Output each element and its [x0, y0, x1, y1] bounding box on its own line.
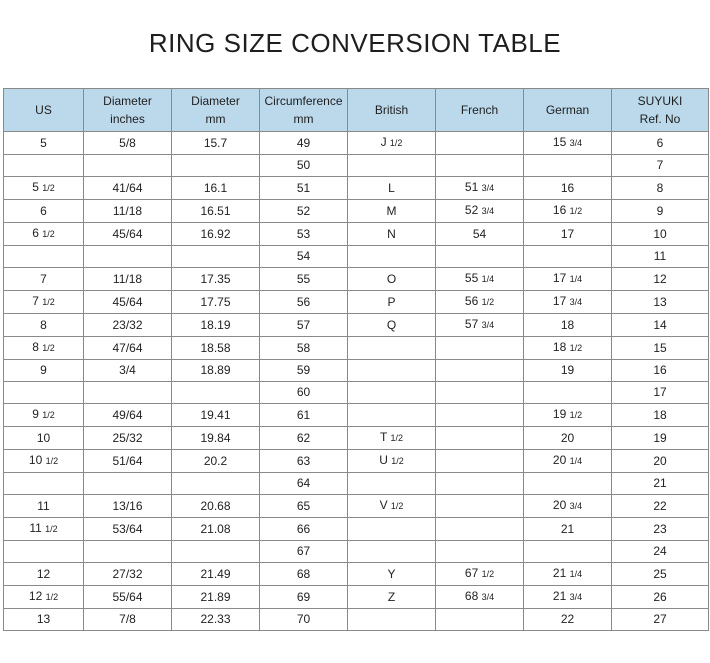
table-body [4, 132, 709, 631]
cell-fraction-part: 1/2 [45, 456, 59, 466]
cell-german [524, 541, 612, 563]
cell-suyuki-ref-no: 23 [612, 518, 709, 541]
table-row [4, 382, 709, 404]
cell-whole-part: 52 [464, 203, 482, 217]
cell-french [436, 337, 524, 360]
cell-fraction-part: 1/2 [569, 343, 583, 353]
cell-circumference-mm: 53 [260, 223, 348, 246]
cell-fraction-part: 1/4 [481, 274, 495, 284]
cell-suyuki-ref-no: 16 [612, 360, 709, 382]
cell-us [4, 586, 84, 609]
cell-whole-part: 17 [552, 271, 570, 285]
cell-us [4, 223, 84, 246]
cell-diameter-inches: 7/8 [84, 609, 172, 631]
cell-whole-part: 51 [464, 180, 482, 194]
cell-british: Q [348, 314, 436, 337]
cell-circumference-mm: 51 [260, 177, 348, 200]
table-row [4, 268, 709, 291]
cell-circumference-mm: 62 [260, 427, 348, 450]
cell-circumference-mm: 49 [260, 132, 348, 155]
cell-whole-part: 6 [32, 226, 43, 240]
column-header-line: SUYUKI [637, 94, 683, 108]
cell-diameter-inches: 45/64 [84, 291, 172, 314]
cell-diameter-mm: 22.33 [172, 609, 260, 631]
cell-diameter-inches: 47/64 [84, 337, 172, 360]
cell-suyuki-ref-no: 10 [612, 223, 709, 246]
cell-whole-part: 7 [32, 294, 43, 308]
column-header-diameter-mm [172, 89, 260, 132]
cell-british [348, 609, 436, 631]
cell-diameter-mm: 20.2 [172, 450, 260, 473]
cell-fraction-part: 1/2 [569, 410, 583, 420]
cell-french [436, 541, 524, 563]
cell-german [524, 473, 612, 495]
cell-whole-part: 57 [464, 317, 482, 331]
column-header-german [524, 89, 612, 132]
cell-suyuki-ref-no: 17 [612, 382, 709, 404]
cell-fraction-part: 3/4 [569, 592, 583, 602]
cell-whole-part: 20 [552, 453, 570, 467]
cell-suyuki-ref-no: 22 [612, 495, 709, 518]
cell-british [348, 404, 436, 427]
column-header-us [4, 89, 84, 132]
cell-fraction-part: 1/2 [45, 524, 58, 534]
cell-french [436, 132, 524, 155]
cell-french [436, 495, 524, 518]
table-row [4, 495, 709, 518]
cell-fraction-part: 3/4 [481, 183, 495, 193]
cell-diameter-mm [172, 473, 260, 495]
cell-fraction-part: 1/4 [569, 569, 583, 579]
cell-british [348, 495, 436, 518]
cell-french [436, 291, 524, 314]
cell-diameter-inches [84, 541, 172, 563]
cell-french [436, 177, 524, 200]
cell-fraction-part: 1/2 [42, 297, 55, 307]
table-row [4, 450, 709, 473]
cell-diameter-mm: 21.89 [172, 586, 260, 609]
cell-german [524, 586, 612, 609]
column-header-french [436, 89, 524, 132]
cell-diameter-inches: 41/64 [84, 177, 172, 200]
cell-diameter-mm: 21.49 [172, 563, 260, 586]
table-row [4, 404, 709, 427]
cell-us [4, 382, 84, 404]
cell-french [436, 268, 524, 291]
cell-suyuki-ref-no: 27 [612, 609, 709, 631]
cell-fraction-part: 3/4 [569, 297, 583, 307]
cell-circumference-mm: 61 [260, 404, 348, 427]
cell-us: 11 [4, 495, 84, 518]
cell-british: M [348, 200, 436, 223]
cell-french [436, 382, 524, 404]
cell-circumference-mm: 54 [260, 246, 348, 268]
cell-suyuki-ref-no: 20 [612, 450, 709, 473]
cell-diameter-mm: 18.19 [172, 314, 260, 337]
table-row [4, 541, 709, 563]
cell-french [436, 563, 524, 586]
table-row [4, 337, 709, 360]
cell-german [524, 450, 612, 473]
cell-british [348, 155, 436, 177]
cell-british [348, 450, 436, 473]
cell-diameter-inches [84, 382, 172, 404]
cell-french [436, 450, 524, 473]
cell-british [348, 360, 436, 382]
cell-diameter-inches: 3/4 [84, 360, 172, 382]
cell-circumference-mm: 63 [260, 450, 348, 473]
cell-diameter-mm: 15.7 [172, 132, 260, 155]
cell-whole-part: U [379, 453, 392, 467]
cell-german [524, 132, 612, 155]
cell-whole-part: 19 [552, 407, 570, 421]
cell-us: 10 [4, 427, 84, 450]
table-row [4, 155, 709, 177]
cell-circumference-mm: 59 [260, 360, 348, 382]
cell-circumference-mm: 52 [260, 200, 348, 223]
cell-german [524, 291, 612, 314]
cell-whole-part: 15 [552, 135, 570, 149]
cell-whole-part: 68 [464, 589, 482, 603]
cell-diameter-mm: 19.41 [172, 404, 260, 427]
cell-whole-part: 9 [32, 407, 43, 421]
cell-fraction-part: 1/2 [42, 183, 55, 193]
cell-fraction-part: 1/2 [390, 501, 404, 511]
cell-us: 7 [4, 268, 84, 291]
cell-us: 5 [4, 132, 84, 155]
column-header-diameter-inches [84, 89, 172, 132]
cell-us [4, 246, 84, 268]
cell-whole-part: 8 [32, 340, 43, 354]
column-header-line: French [460, 103, 499, 117]
cell-us: 13 [4, 609, 84, 631]
cell-whole-part: 67 [464, 566, 482, 580]
column-header-line: British [374, 103, 409, 117]
cell-fraction-part: 1/2 [390, 433, 403, 443]
cell-diameter-inches: 11/18 [84, 268, 172, 291]
cell-fraction-part: 3/4 [481, 592, 495, 602]
cell-suyuki-ref-no: 13 [612, 291, 709, 314]
cell-french [436, 404, 524, 427]
cell-diameter-mm: 17.75 [172, 291, 260, 314]
cell-circumference-mm: 66 [260, 518, 348, 541]
cell-circumference-mm: 58 [260, 337, 348, 360]
cell-fraction-part: 1/2 [391, 456, 404, 466]
cell-suyuki-ref-no: 19 [612, 427, 709, 450]
cell-circumference-mm: 57 [260, 314, 348, 337]
cell-diameter-inches: 51/64 [84, 450, 172, 473]
cell-french [436, 200, 524, 223]
cell-diameter-inches: 55/64 [84, 586, 172, 609]
column-header-line: mm [293, 112, 314, 126]
table-row [4, 291, 709, 314]
cell-british [348, 382, 436, 404]
cell-fraction-part: 1/2 [481, 569, 495, 579]
cell-german [524, 155, 612, 177]
cell-british: L [348, 177, 436, 200]
cell-circumference-mm: 67 [260, 541, 348, 563]
cell-french [436, 609, 524, 631]
column-header-line: Diameter [191, 94, 240, 108]
cell-whole-part: 20 [552, 498, 570, 512]
column-header-line: mm [205, 112, 226, 126]
cell-diameter-mm: 16.92 [172, 223, 260, 246]
cell-fraction-part: 3/4 [569, 138, 583, 148]
cell-diameter-mm: 20.68 [172, 495, 260, 518]
cell-german [524, 337, 612, 360]
cell-german: 19 [524, 360, 612, 382]
cell-german [524, 404, 612, 427]
cell-us [4, 473, 84, 495]
cell-french [436, 155, 524, 177]
cell-us [4, 541, 84, 563]
column-header-circumference-mm [260, 89, 348, 132]
cell-british [348, 473, 436, 495]
cell-diameter-inches: 25/32 [84, 427, 172, 450]
cell-circumference-mm: 70 [260, 609, 348, 631]
table-row [4, 314, 709, 337]
cell-german [524, 563, 612, 586]
cell-fraction-part: 1/2 [42, 229, 55, 239]
cell-french [436, 518, 524, 541]
cell-diameter-inches: 45/64 [84, 223, 172, 246]
cell-german [524, 495, 612, 518]
header-row [4, 89, 709, 132]
cell-diameter-inches: 23/32 [84, 314, 172, 337]
cell-whole-part: V [379, 498, 391, 512]
cell-diameter-inches: 53/64 [84, 518, 172, 541]
cell-british [348, 541, 436, 563]
table-row [4, 200, 709, 223]
cell-fraction-part: 3/4 [569, 501, 583, 511]
cell-fraction-part: 1/4 [569, 456, 583, 466]
cell-german: 18 [524, 314, 612, 337]
column-header-line: Ref. No [639, 112, 681, 126]
column-header-british [348, 89, 436, 132]
cell-diameter-inches [84, 155, 172, 177]
cell-us: 12 [4, 563, 84, 586]
cell-whole-part: 5 [32, 180, 43, 194]
cell-whole-part: 12 [28, 589, 46, 603]
cell-suyuki-ref-no: 7 [612, 155, 709, 177]
table-row [4, 518, 709, 541]
cell-us: 8 [4, 314, 84, 337]
cell-suyuki-ref-no: 9 [612, 200, 709, 223]
cell-suyuki-ref-no: 15 [612, 337, 709, 360]
cell-suyuki-ref-no: 24 [612, 541, 709, 563]
cell-fraction-part: 3/4 [481, 206, 495, 216]
cell-diameter-mm [172, 541, 260, 563]
column-header-line: Diameter [103, 94, 152, 108]
column-header-line: Circumference [264, 94, 343, 108]
cell-suyuki-ref-no: 12 [612, 268, 709, 291]
table-row [4, 360, 709, 382]
cell-fraction-part: 3/4 [481, 320, 495, 330]
cell-british [348, 518, 436, 541]
cell-french [436, 586, 524, 609]
cell-us [4, 337, 84, 360]
cell-diameter-inches: 5/8 [84, 132, 172, 155]
cell-diameter-mm: 16.1 [172, 177, 260, 200]
cell-suyuki-ref-no: 18 [612, 404, 709, 427]
cell-french [436, 473, 524, 495]
cell-diameter-mm [172, 155, 260, 177]
cell-circumference-mm: 55 [260, 268, 348, 291]
cell-british: Z [348, 586, 436, 609]
cell-diameter-inches: 13/16 [84, 495, 172, 518]
table-row [4, 132, 709, 155]
cell-suyuki-ref-no: 21 [612, 473, 709, 495]
cell-diameter-inches: 27/32 [84, 563, 172, 586]
cell-us [4, 291, 84, 314]
cell-whole-part: 21 [552, 589, 570, 603]
cell-french [436, 427, 524, 450]
cell-us [4, 450, 84, 473]
cell-suyuki-ref-no: 14 [612, 314, 709, 337]
cell-fraction-part: 1/2 [42, 410, 55, 420]
cell-diameter-mm: 18.58 [172, 337, 260, 360]
cell-circumference-mm: 56 [260, 291, 348, 314]
cell-fraction-part: 1/4 [569, 274, 583, 284]
cell-suyuki-ref-no: 11 [612, 246, 709, 268]
cell-us: 6 [4, 200, 84, 223]
table-row [4, 586, 709, 609]
cell-circumference-mm: 65 [260, 495, 348, 518]
cell-german [524, 246, 612, 268]
cell-circumference-mm: 69 [260, 586, 348, 609]
cell-british [348, 132, 436, 155]
cell-french [436, 246, 524, 268]
cell-fraction-part: 1/2 [569, 206, 583, 216]
cell-diameter-mm: 16.51 [172, 200, 260, 223]
cell-whole-part: 18 [552, 340, 570, 354]
cell-whole-part: 10 [28, 453, 46, 467]
table-row [4, 563, 709, 586]
cell-german: 17 [524, 223, 612, 246]
cell-british: O [348, 268, 436, 291]
cell-fraction-part: 1/2 [42, 343, 55, 353]
cell-british: N [348, 223, 436, 246]
cell-whole-part: 17 [552, 294, 570, 308]
cell-circumference-mm: 60 [260, 382, 348, 404]
column-header-suyuki-ref-no [612, 89, 709, 132]
cell-diameter-mm: 21.08 [172, 518, 260, 541]
table-header [4, 89, 709, 132]
cell-us [4, 155, 84, 177]
column-header-line: inches [110, 112, 145, 126]
cell-whole-part: 56 [464, 294, 482, 308]
cell-us: 9 [4, 360, 84, 382]
cell-circumference-mm: 64 [260, 473, 348, 495]
table-row [4, 177, 709, 200]
cell-circumference-mm: 50 [260, 155, 348, 177]
cell-fraction-part: 1/2 [45, 592, 59, 602]
cell-fraction-part: 1/2 [389, 138, 403, 148]
cell-french [436, 314, 524, 337]
table-row [4, 609, 709, 631]
cell-diameter-inches: 11/18 [84, 200, 172, 223]
cell-diameter-inches [84, 473, 172, 495]
cell-diameter-mm: 18.89 [172, 360, 260, 382]
table-row [4, 427, 709, 450]
ring-size-table [3, 88, 709, 631]
cell-whole-part: 21 [552, 566, 570, 580]
cell-diameter-mm [172, 382, 260, 404]
cell-diameter-mm [172, 246, 260, 268]
cell-german [524, 268, 612, 291]
cell-diameter-inches: 49/64 [84, 404, 172, 427]
cell-whole-part: J [380, 135, 390, 149]
cell-whole-part: 16 [552, 203, 570, 217]
cell-german [524, 200, 612, 223]
cell-british [348, 427, 436, 450]
cell-us [4, 177, 84, 200]
cell-suyuki-ref-no: 26 [612, 586, 709, 609]
table-row [4, 223, 709, 246]
table-row [4, 246, 709, 268]
cell-french [436, 360, 524, 382]
cell-whole-part: 55 [464, 271, 482, 285]
cell-german: 16 [524, 177, 612, 200]
cell-british [348, 337, 436, 360]
cell-diameter-mm: 17.35 [172, 268, 260, 291]
cell-german: 20 [524, 427, 612, 450]
cell-german: 21 [524, 518, 612, 541]
cell-german: 22 [524, 609, 612, 631]
column-header-line: German [545, 103, 590, 117]
cell-french: 54 [436, 223, 524, 246]
cell-whole-part: T [380, 430, 391, 444]
cell-diameter-mm: 19.84 [172, 427, 260, 450]
cell-us [4, 404, 84, 427]
cell-suyuki-ref-no: 8 [612, 177, 709, 200]
cell-circumference-mm: 68 [260, 563, 348, 586]
column-header-line: US [35, 103, 52, 117]
cell-suyuki-ref-no: 25 [612, 563, 709, 586]
cell-german [524, 382, 612, 404]
page-title: RING SIZE CONVERSION TABLE [148, 28, 562, 58]
cell-british: Y [348, 563, 436, 586]
table-row [4, 473, 709, 495]
cell-british [348, 246, 436, 268]
cell-suyuki-ref-no: 6 [612, 132, 709, 155]
cell-whole-part: 11 [29, 521, 46, 535]
cell-diameter-inches [84, 246, 172, 268]
cell-us [4, 518, 84, 541]
cell-fraction-part: 1/2 [481, 297, 495, 307]
cell-british: P [348, 291, 436, 314]
